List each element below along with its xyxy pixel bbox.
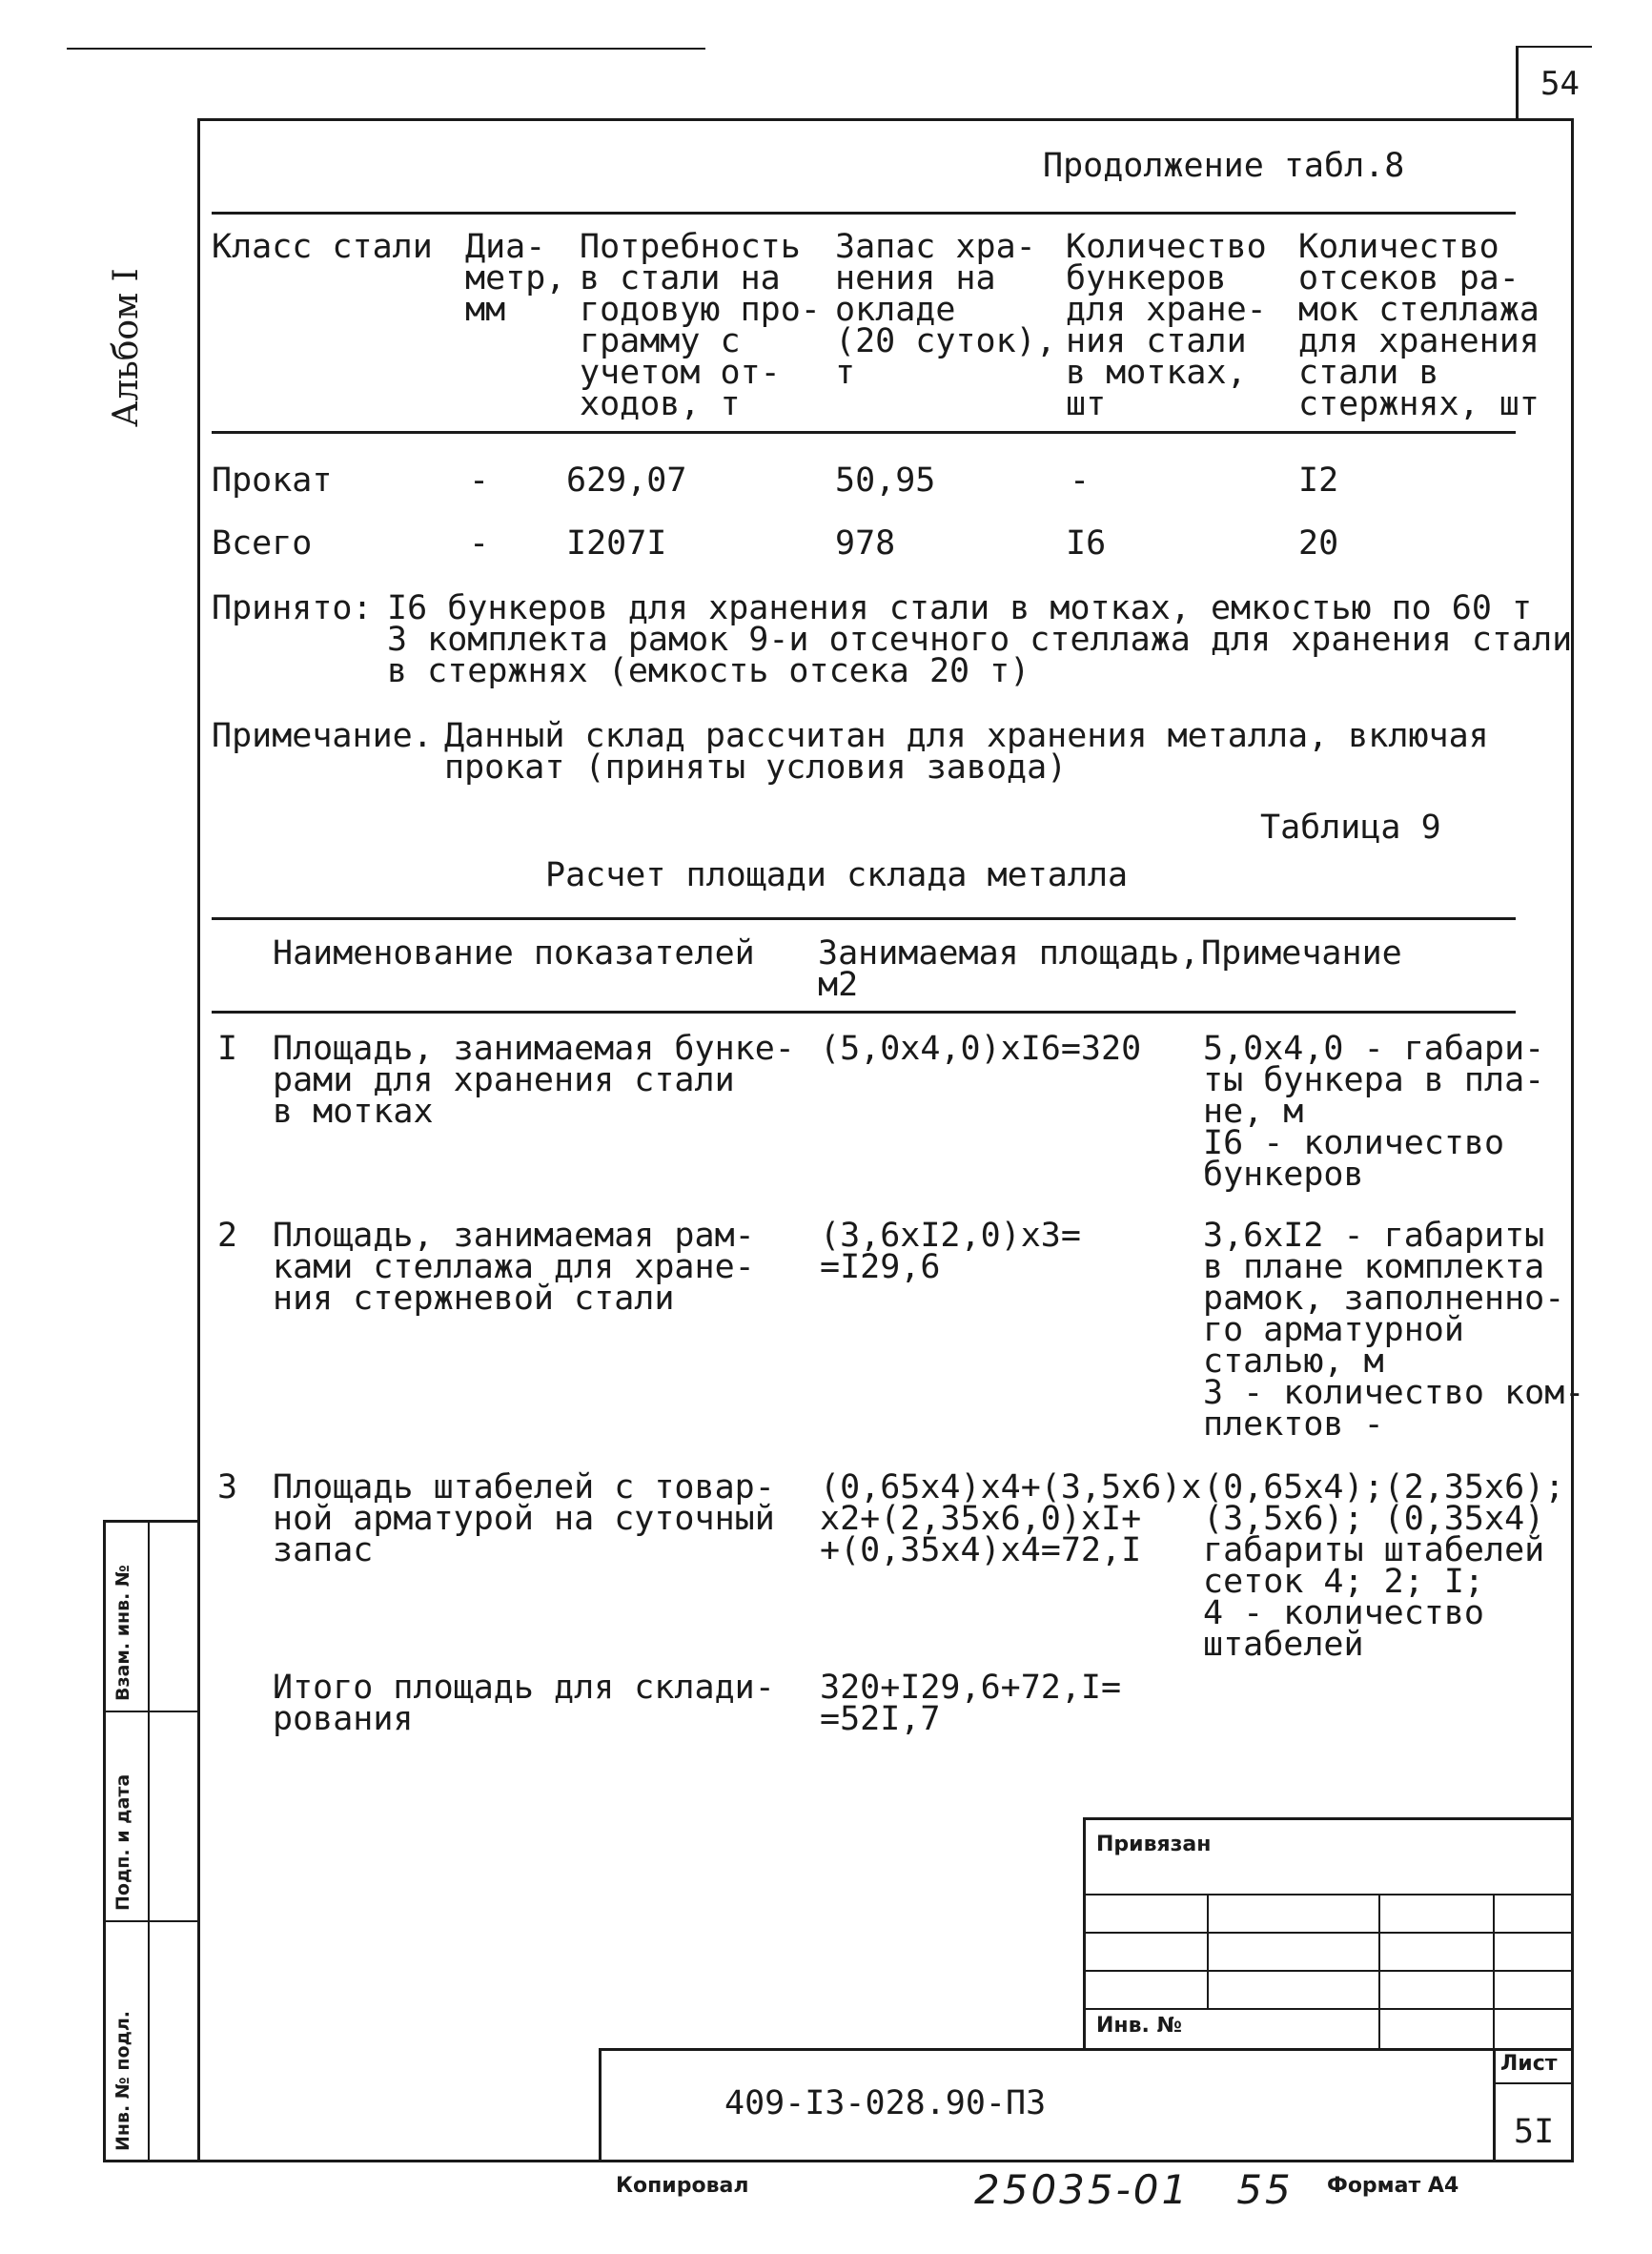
note-label: Примечание.: [212, 717, 433, 755]
sheet-number: 5I: [1514, 2113, 1555, 2151]
table9-row2-name: Площадь, занимаемая рам- ками стеллажа для хране- ния стержневой стали: [273, 1217, 755, 1318]
table8-row-total-c3: I207I: [566, 524, 667, 563]
table8-top-rule: [212, 212, 1516, 215]
table8-row-rolled-c4: 50,95: [835, 461, 936, 500]
table8-row-total-c4: 978: [835, 524, 896, 563]
table9-title: Расчет площади склада металла: [545, 856, 1129, 894]
table9-header-rule: [212, 1011, 1516, 1014]
page-number-box-left: [1516, 46, 1519, 118]
table8-row-rolled-c2: -: [469, 461, 490, 500]
table8-row-total-c6: 20: [1298, 524, 1339, 563]
table9-total-name: Итого площадь для склади- рования: [273, 1669, 775, 1738]
table9-row1-num: I: [217, 1030, 238, 1068]
table8-header-bunkers: Количество бункеров для хране- ния стали в мотках, шт: [1066, 228, 1267, 423]
table9-row1-note: 5,0х4,0 - габари- ты бункера в пла- не, м I6 - количество бункеров: [1203, 1030, 1545, 1194]
table8-header-steel-class: Класс стали: [212, 228, 433, 266]
stamp-linked-label: Привязан: [1096, 1833, 1212, 1856]
table8-header-stock: Запас хра- нения на окладе (20 суток), т: [835, 228, 1056, 392]
table8-row-rolled-c5: -: [1070, 461, 1091, 500]
note-text: Данный склад рассчитан для хранения металла, включая прокат (приняты условия завода): [444, 717, 1489, 787]
top-rule: [67, 48, 705, 50]
footer-copied: Копировал: [616, 2174, 749, 2198]
footer-format: Формат А4: [1327, 2174, 1459, 2198]
table9-row3-note: (0,65х4);(2,35х6); (3,5х6); (0,35х4) габариты штабелей сеток 4; 2; I; 4 - количество штабелей: [1203, 1468, 1565, 1664]
table9-label: Таблица 9: [1260, 809, 1441, 847]
table9-row1-area: (5,0х4,0)хI6=320: [820, 1030, 1142, 1068]
table9-top-rule: [212, 917, 1516, 920]
accepted-label: Принято:: [212, 589, 373, 627]
table9-row2-note: 3,6хI2 - габариты в плане комплекта рамок, заполненно- го арматурной сталью, м 3 - количество ком- плектов -: [1203, 1217, 1585, 1444]
side-vzam-label: Взам. инв. №: [112, 1565, 133, 1701]
sheet-label: Лист: [1500, 2052, 1558, 2076]
table9-header-area: Занимаемая площадь, м2: [818, 934, 1200, 1004]
table8-continuation: Продолжение табл.8: [1043, 147, 1405, 185]
side-inv-podl-label: Инв. № подл.: [112, 2010, 133, 2151]
table9-row1-name: Площадь, занимаемая бунке- рами для хранения стали в мотках: [273, 1030, 795, 1131]
table8-row-rolled-c6: I2: [1298, 461, 1339, 500]
table8-header-demand: Потребность в стали на годовую про- грамму с учетом от- ходов, т: [580, 228, 821, 423]
table8-row-rolled-c3: 629,07: [566, 461, 687, 500]
table8-row-total-c5: I6: [1066, 524, 1107, 563]
table9-total-area: 320+I29,6+72,I= =52I,7: [820, 1669, 1122, 1738]
table9-row3-area: (0,65х4)х4+(3,5х6)х х2+(2,35х6,0)хI+ +(0,35х4)х4=72,I: [820, 1468, 1202, 1569]
stamp-inv-no-label: Инв. №: [1096, 2014, 1183, 2038]
table8-row-total-c2: -: [469, 524, 490, 563]
table9-header-name: Наименование показателей: [273, 934, 755, 973]
table9-row2-area: (3,6хI2,0)х3= =I29,6: [820, 1217, 1081, 1286]
table9-row2-num: 2: [217, 1217, 238, 1255]
table9-row3-num: 3: [217, 1468, 238, 1506]
side-podp-label: Подп. и дата: [112, 1773, 133, 1911]
table9-row3-name: Площадь штабелей с товар- ной арматурой на суточный запас: [273, 1468, 775, 1569]
table8-header-compartments: Количество отсеков ра- мок стеллажа для хранения стали в стержнях, шт: [1298, 228, 1540, 423]
album-label: Альбом I: [107, 268, 146, 427]
page-number: 54: [1540, 65, 1580, 103]
side-stamp: [103, 1520, 197, 2162]
document-code: 409-I3-028.90-ПЗ: [724, 2084, 1047, 2122]
table8-row-total-c1: Всего: [212, 524, 313, 563]
table8-row-rolled-c1: Прокат: [212, 461, 333, 500]
page-number-box-top: [1516, 46, 1592, 48]
table9-header-note: Примечание: [1201, 934, 1402, 973]
table8-header-rule: [212, 431, 1516, 434]
table8-header-diameter: Диа- метр, мм: [465, 228, 566, 329]
accepted-text: I6 бункеров для хранения стали в мотках, емкостью по 60 т 3 комплекта рамок 9-и отсечного стеллажа для хранения стали в стержнях (емкость отсека 20 т): [387, 589, 1573, 690]
footer-handwritten-number: 25035-01 55: [974, 2166, 1294, 2213]
